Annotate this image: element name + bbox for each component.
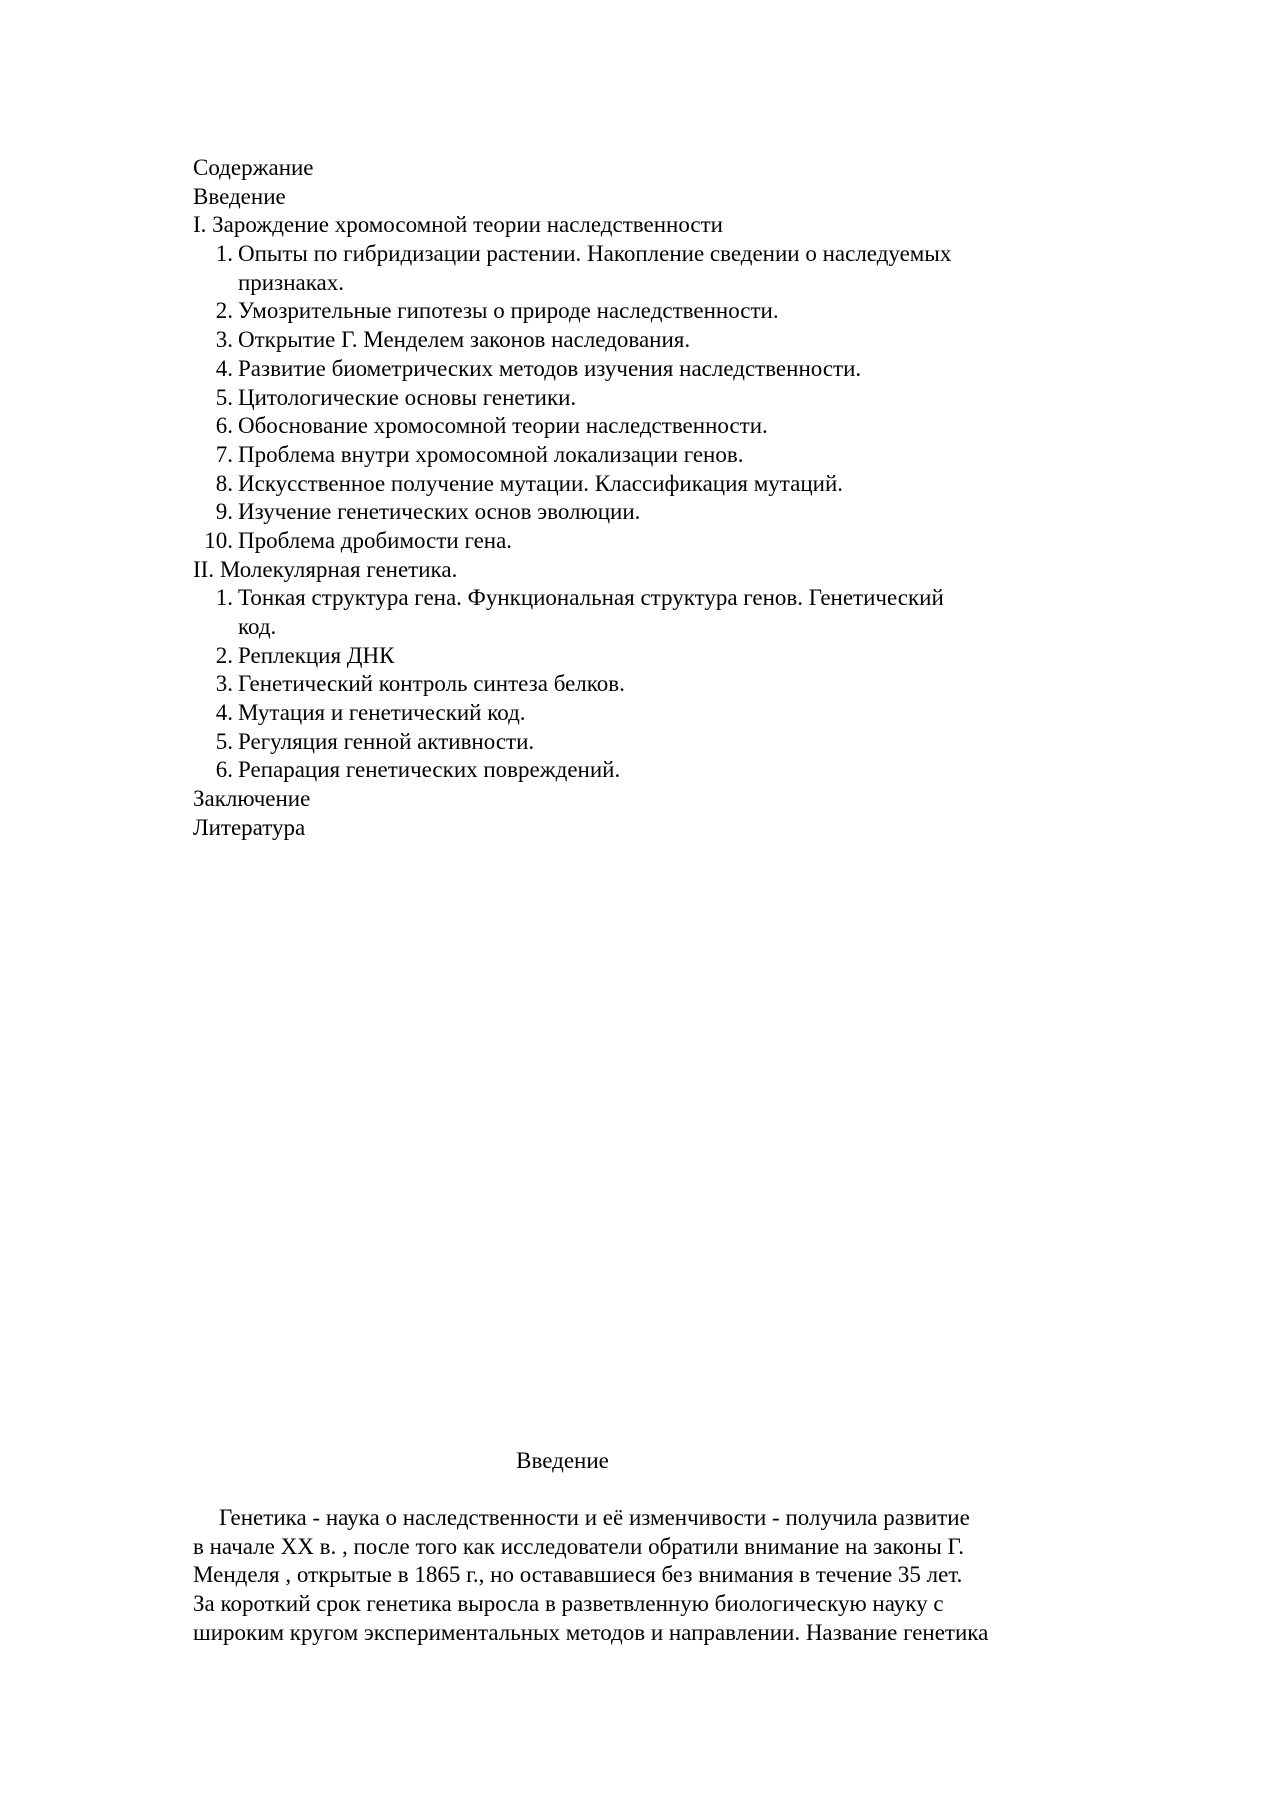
list-item xyxy=(193,498,1093,527)
item-number: 6. xyxy=(215,413,233,439)
introduction-heading: Введение xyxy=(516,1448,609,1473)
item-number: 4. xyxy=(215,355,233,381)
list-item xyxy=(193,441,1093,470)
toc-entry-literature: Литература xyxy=(193,814,306,840)
toc-title: Содержание xyxy=(193,155,314,180)
item-number: 3. xyxy=(215,671,233,697)
toc-section-1-list xyxy=(193,240,1093,556)
item-text: Тонкая структура гена. Функциональная структура генов. Генетический xyxy=(238,585,944,611)
item-number: 9. xyxy=(215,499,233,525)
list-item xyxy=(193,412,1093,441)
item-text: Генетический контроль синтеза белков. xyxy=(238,671,625,697)
item-number: 10. xyxy=(204,527,233,553)
list-item xyxy=(193,670,1093,699)
item-text: Репарация генетических повреждений. xyxy=(238,757,621,783)
item-number: 5. xyxy=(215,384,233,410)
list-item xyxy=(193,642,1093,671)
table-of-contents xyxy=(193,154,1093,843)
item-text: Искусственное получение мутации. Классификация мутаций. xyxy=(238,470,843,496)
list-item xyxy=(193,297,1093,326)
paragraph-line: широким кругом экспериментальных методов и направлении. Название генетика xyxy=(193,1619,989,1645)
list-item xyxy=(193,584,1093,613)
paragraph-line: Генетика - наука о наследственности и её изменчивости - получила развитие xyxy=(219,1505,970,1530)
item-text: Опыты по гибридизации растении. Накопление сведении о наследуемых xyxy=(238,241,952,267)
item-number: 5. xyxy=(215,728,233,754)
item-text: Изучение генетических основ эволюции. xyxy=(238,499,641,525)
item-number: 2. xyxy=(215,642,233,668)
item-text: Обоснование хромосомной теории наследственности. xyxy=(238,413,768,439)
list-item xyxy=(193,384,1093,413)
item-number: 6. xyxy=(215,757,233,783)
toc-section-2-title: II. Молекулярная генетика. xyxy=(193,556,458,582)
item-text: Открытие Г. Менделем законов наследования. xyxy=(238,327,691,353)
list-item xyxy=(193,240,1093,269)
toc-entry-conclusion: Заключение xyxy=(193,786,311,812)
toc-section-2-list xyxy=(193,584,1093,785)
item-text: Цитологические основы генетики. xyxy=(238,384,577,410)
item-number: 7. xyxy=(215,441,233,467)
introduction-paragraph xyxy=(193,1504,1093,1647)
item-text: Умозрительные гипотезы о природе наследственности. xyxy=(238,298,779,324)
item-number: 8. xyxy=(215,470,233,496)
list-item xyxy=(193,699,1093,728)
list-item xyxy=(193,355,1093,384)
item-text-continuation: признаках. xyxy=(238,269,345,295)
list-item xyxy=(193,470,1093,499)
paragraph-line: в начале XX в. , после того как исследователи обратили внимание на законы Г. xyxy=(193,1533,964,1559)
list-item xyxy=(193,326,1093,355)
item-number: 4. xyxy=(215,700,233,726)
toc-section-1-title: I. Зарождение хромосомной теории наследственности xyxy=(193,212,723,238)
item-number: 1. xyxy=(215,241,233,267)
item-text: Проблема внутри хромосомной локализации генов. xyxy=(238,441,744,467)
paragraph-line: За короткий срок генетика выросла в разветвленную биологическую науку с xyxy=(193,1591,944,1617)
list-item xyxy=(193,756,1093,785)
item-text: Развитие биометрических методов изучения наследственности. xyxy=(238,355,862,381)
list-item xyxy=(193,728,1093,757)
item-text: Реплекция ДНК xyxy=(238,642,395,668)
item-text: Мутация и генетический код. xyxy=(238,700,526,726)
item-text-continuation: код. xyxy=(238,614,277,639)
item-text: Проблема дробимости гена. xyxy=(238,527,513,553)
list-item xyxy=(193,527,1093,556)
item-number: 2. xyxy=(215,298,233,324)
item-number: 3. xyxy=(215,327,233,353)
item-number: 1. xyxy=(215,585,233,611)
toc-entry-introduction: Введение xyxy=(193,183,286,209)
item-text: Регуляция генной активности. xyxy=(238,728,535,754)
paragraph-line: Менделя , открытые в 1865 г., но остававшиеся без внимания в течение 35 лет. xyxy=(193,1562,963,1588)
